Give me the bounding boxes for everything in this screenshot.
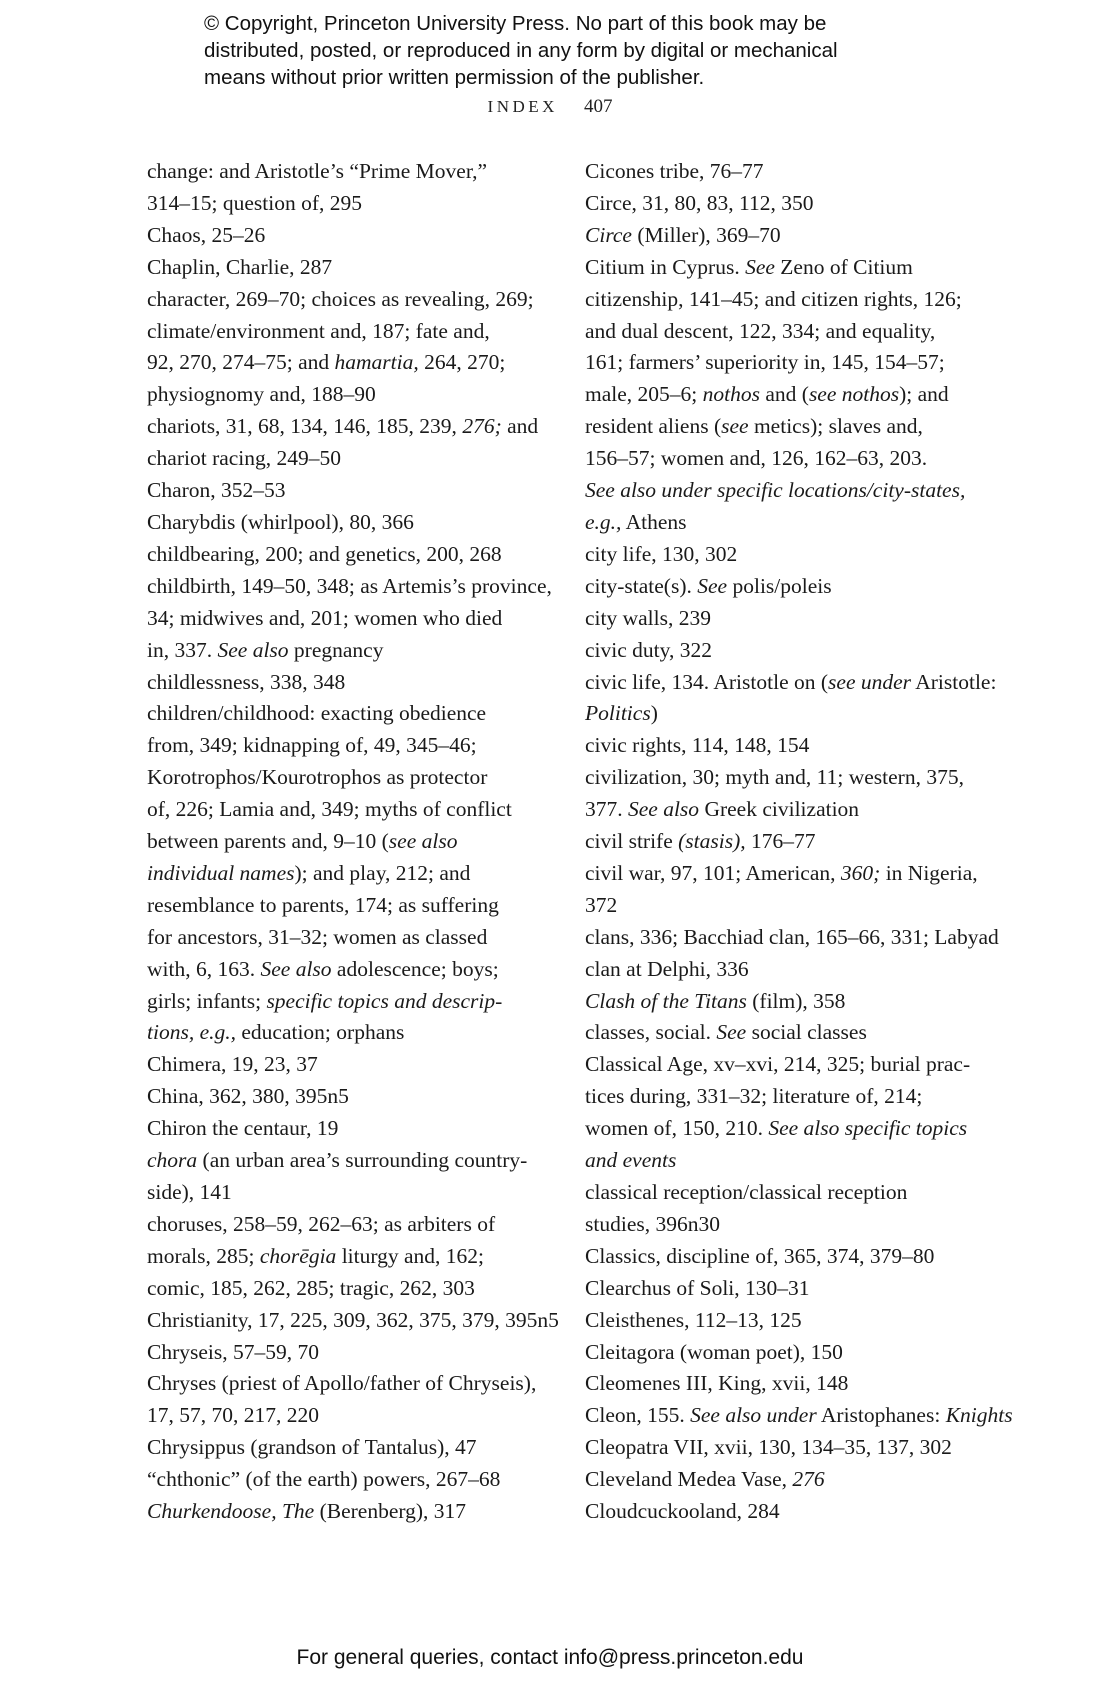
index-entry	[147, 1049, 547, 1081]
index-entry-line: Cleopatra VII, xvii, 130, 134–35, 137, 302	[585, 1435, 952, 1460]
index-entry	[585, 284, 995, 539]
footer-contact: For general queries, contact info@press.princeton.edu	[296, 1646, 804, 1669]
index-entry	[147, 284, 547, 412]
index-entry	[147, 1337, 547, 1369]
index-entry-line: Citium in Cyprus. See Zeno of Citium	[585, 254, 913, 279]
index-entry	[147, 411, 547, 475]
index-entry-line: 314–15; question of, 295	[147, 190, 362, 215]
index-entry-line: classical reception/classical reception	[585, 1180, 908, 1204]
index-entry-line: city walls, 239	[585, 605, 711, 630]
index-entry-line: clan at Delphi, 336	[585, 956, 749, 981]
index-entry	[147, 1496, 547, 1528]
index-entry-line: resemblance to parents, 174; as suffering	[147, 892, 499, 917]
index-entry	[585, 1337, 995, 1369]
index-entry	[585, 220, 995, 252]
index-entry	[147, 1368, 547, 1432]
index-entry-line: Cleisthenes, 112–13, 125	[585, 1307, 802, 1332]
index-entry-line: civic life, 134. Aristotle on (see under Aristotle:	[585, 669, 997, 694]
index-entry-line: Christianity, 17, 225, 309, 362, 375, 379, 395n5	[147, 1307, 559, 1332]
index-entry	[585, 1177, 995, 1241]
index-entry	[147, 1209, 547, 1305]
index-entry	[585, 667, 995, 731]
index-entry-line: childbearing, 200; and genetics, 200, 268	[147, 541, 502, 566]
index-entry-line: city life, 130, 302	[585, 541, 738, 566]
index-entry-line: morals, 285; chorēgia liturgy and, 162;	[147, 1243, 485, 1268]
index-entry	[585, 539, 995, 571]
index-entry	[585, 986, 995, 1018]
index-entry-line: 377. See also Greek civilization	[585, 797, 860, 822]
index-entry-line: in, 337. See also pregnancy	[147, 637, 384, 662]
index-entry-line: from, 349; kidnapping of, 49, 345–46;	[147, 733, 477, 758]
index-entry-line: 92, 270, 274–75; and hamartia, 264, 270;	[147, 350, 506, 375]
index-entry-line: 372	[585, 892, 618, 917]
index-entry	[585, 635, 995, 667]
index-entry-line: civilization, 30; myth and, 11; western, 375,	[585, 765, 964, 790]
index-entry-line: Chimera, 19, 23, 37	[147, 1052, 318, 1077]
index-entry	[585, 603, 995, 635]
index-entry-line: e.g., Athens	[585, 509, 687, 534]
index-entry-line: 34; midwives and, 201; women who died	[147, 605, 503, 630]
index-entry-line: character, 269–70; choices as revealing, 269;	[147, 286, 534, 311]
page-number: 407	[583, 96, 613, 117]
index-entry-line: and dual descent, 122, 334; and equality,	[585, 318, 936, 343]
index-entry-line: Classical Age, xv–xvi, 214, 325; burial prac-	[585, 1052, 971, 1077]
index-entry	[585, 1273, 995, 1305]
index-entry-line: Charon, 352–53	[147, 478, 286, 503]
index-entry	[147, 1081, 547, 1113]
index-entry	[585, 1241, 995, 1273]
index-entry-line: classes, social. See social classes	[585, 1020, 867, 1045]
index-entry-line: Circe, 31, 80, 83, 112, 350	[585, 190, 814, 215]
index-entry-line: Circe (Miller), 369–70	[585, 222, 781, 247]
index-entry-line: Korotrophos/Kourotrophos as protector	[147, 765, 488, 790]
index-entry-line: Cleitagora (woman poet), 150	[585, 1339, 843, 1364]
index-entry-line: choruses, 258–59, 262–63; as arbiters of	[147, 1211, 496, 1236]
index-entry	[585, 730, 995, 762]
index-entry-line: climate/environment and, 187; fate and,	[147, 318, 490, 343]
copyright-line: distributed, posted, or reproduced in any form by digital or mechanical	[204, 39, 838, 62]
index-entry	[585, 1400, 1013, 1432]
index-entry	[585, 252, 995, 284]
index-entry-line: of, 226; Lamia and, 349; myths of conflict	[147, 797, 512, 822]
copyright-notice	[204, 10, 924, 91]
index-entry-line: Chaplin, Charlie, 287	[147, 254, 333, 279]
index-entry-line: Cloudcuckooland, 284	[585, 1499, 780, 1524]
index-entry	[147, 1145, 547, 1209]
index-entry-line: resident aliens (see metics); slaves and,	[585, 414, 923, 439]
index-entry-line: side), 141	[147, 1180, 232, 1204]
index-entry	[147, 698, 547, 1049]
index-entry-line: Clearchus of Soli, 130–31	[585, 1275, 810, 1300]
index-entry-line: city-state(s). See polis/poleis	[585, 573, 832, 598]
index-entry-line: Chrysippus (grandson of Tantalus), 47	[147, 1435, 477, 1460]
index-entry-line: See also under specific locations/city-states,	[585, 478, 966, 503]
index-entry-line: change: and Aristotle’s “Prime Mover,”	[147, 159, 488, 183]
index-entry-line: individual names); and play, 212; and	[147, 860, 471, 885]
index-entry-line: 156–57; women and, 126, 162–63, 203.	[585, 446, 928, 471]
index-entry	[585, 1464, 995, 1496]
index-entry-line: “chthonic” (of the earth) powers, 267–68	[147, 1467, 501, 1492]
index-entry-line: chora (an urban area’s surrounding country-	[147, 1148, 528, 1173]
index-entry-line: Chryses (priest of Apollo/father of Chryseis),	[147, 1371, 537, 1396]
index-entry-line: comic, 185, 262, 285; tragic, 262, 303	[147, 1275, 475, 1300]
index-entry	[147, 156, 547, 220]
index-entry-line: Chryseis, 57–59, 70	[147, 1339, 319, 1364]
index-entry-line: childbirth, 149–50, 348; as Artemis’s province,	[147, 573, 552, 598]
index-entry-line: childlessness, 338, 348	[147, 669, 346, 694]
index-entry-line: physiognomy and, 188–90	[147, 382, 376, 407]
index-entry	[585, 1368, 995, 1400]
index-entry	[147, 539, 547, 571]
index-entry	[147, 252, 547, 284]
index-entry-line: civic rights, 114, 148, 154	[585, 733, 810, 758]
index-entry-line: clans, 336; Bacchiad clan, 165–66, 331; Labyad	[585, 924, 999, 949]
index-entry-line: civil strife (stasis), 176–77	[585, 829, 816, 854]
index-entry-line: with, 6, 163. See also adolescence; boys;	[147, 956, 499, 981]
index-entry-line: for ancestors, 31–32; women as classed	[147, 924, 488, 949]
running-head-label: INDEX	[487, 97, 558, 116]
index-entry-line: citizenship, 141–45; and citizen rights, 126;	[585, 286, 962, 311]
index-entry-line: civic duty, 322	[585, 637, 712, 662]
running-head	[0, 96, 1100, 118]
index-entry	[585, 156, 995, 188]
index-entry-line: Politics)	[585, 701, 658, 726]
index-entry	[147, 507, 547, 539]
index-entry-line: studies, 396n30	[585, 1211, 720, 1236]
index-entry	[585, 826, 995, 858]
copyright-line: means without prior written permission of the publisher.	[204, 66, 705, 89]
index-entry-line: 161; farmers’ superiority in, 145, 154–57;	[585, 350, 945, 375]
index-entry	[147, 1432, 547, 1464]
index-entry-line: between parents and, 9–10 (see also	[147, 829, 458, 854]
index-entry-line: Cleomenes III, King, xvii, 148	[585, 1371, 849, 1396]
index-entry	[147, 1305, 559, 1337]
index-entry-line: China, 362, 380, 395n5	[147, 1084, 349, 1109]
index-column-left	[147, 156, 559, 1528]
index-entry	[585, 188, 995, 220]
index-entry	[585, 571, 995, 603]
index-entry-line: women of, 150, 210. See also specific topics	[585, 1116, 968, 1141]
index-entry-line: 17, 57, 70, 217, 220	[147, 1403, 319, 1428]
copyright-line: © Copyright, Princeton University Press. No part of this book may be	[204, 12, 827, 35]
index-entry	[585, 1432, 995, 1464]
index-entry-line: Clash of the Titans (film), 358	[585, 988, 846, 1013]
index-entry	[147, 220, 547, 252]
index-entry	[585, 1049, 995, 1177]
index-entry-line: children/childhood: exacting obedience	[147, 701, 487, 726]
index-entry-line: Cleon, 155. See also under Aristophanes: Knights	[585, 1403, 1013, 1428]
index-entry-line: Churkendoose, The (Berenberg), 317	[147, 1499, 467, 1524]
index-entry-line: Charybdis (whirlpool), 80, 366	[147, 509, 414, 534]
index-entry	[585, 762, 995, 826]
index-entry-line: tices during, 331–32; literature of, 214;	[585, 1084, 923, 1109]
index-entry-line: chariot racing, 249–50	[147, 446, 342, 471]
index-entry	[147, 571, 552, 667]
index-entry-line: Chiron the centaur, 19	[147, 1116, 339, 1141]
index-entry-line: male, 205–6; nothos and (see nothos); and	[585, 382, 949, 407]
index-entry	[147, 1113, 547, 1145]
index-entry-line: tions, e.g., education; orphans	[147, 1020, 405, 1045]
index-column-right	[585, 156, 1013, 1528]
index-entry	[147, 475, 547, 507]
index-entry-line: Chaos, 25–26	[147, 222, 266, 247]
index-entry	[147, 1464, 547, 1496]
index-entry-line: Cleveland Medea Vase, 276	[585, 1467, 825, 1492]
index-entry	[585, 922, 999, 986]
index-entry	[147, 667, 547, 699]
index-entry	[585, 1496, 995, 1528]
index-entry-line: Cicones tribe, 76–77	[585, 159, 764, 183]
index-entry	[585, 1017, 995, 1049]
index-entry-line: civil war, 97, 101; American, 360; in Nigeria,	[585, 860, 978, 885]
index-entry	[585, 1305, 995, 1337]
index-entry	[585, 858, 995, 922]
index-entry-line: chariots, 31, 68, 134, 146, 185, 239, 276; and	[147, 414, 539, 439]
index-entry-line: girls; infants; specific topics and descrip-	[147, 988, 503, 1013]
index-entry-line: Classics, discipline of, 365, 374, 379–80	[585, 1243, 935, 1268]
index-entry-line: and events	[585, 1148, 677, 1173]
